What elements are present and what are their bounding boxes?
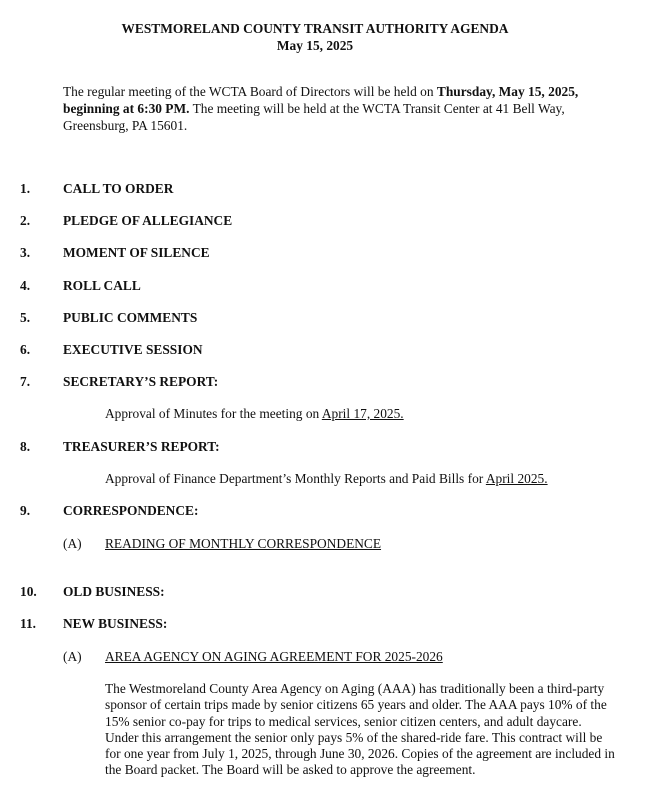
item-secretary-report: SECRETARY’S REPORT: (63, 374, 219, 389)
item-new-business: NEW BUSINESS: (63, 616, 168, 631)
intro-bold-datetime: Thursday, May 15, 2025, beginning at 6:30 PM. (63, 84, 579, 116)
item-number: 3. (20, 245, 31, 260)
intro-paragraph (63, 83, 623, 134)
document-date: May 15, 2025 (276, 38, 354, 53)
treasurer-detail (105, 471, 548, 487)
item-roll-call: ROLL CALL (63, 278, 141, 293)
secretary-detail (105, 406, 404, 422)
treasurer-date-link: April 2025. (485, 471, 548, 486)
item-number: 10. (20, 584, 37, 599)
item-pledge: PLEDGE OF ALLEGIANCE (63, 213, 233, 228)
item-moment-of-silence: MOMENT OF SILENCE (63, 245, 210, 260)
item-treasurer-report: TREASURER’S REPORT: (63, 439, 220, 454)
item-executive-session: EXECUTIVE SESSION (63, 342, 203, 357)
correspondence-letter: (A) (63, 536, 82, 551)
new-business-letter: (A) (63, 649, 82, 664)
item-number: 7. (20, 374, 31, 389)
secretary-date-link: April 17, 2025. (321, 406, 404, 421)
item-number: 5. (20, 310, 31, 325)
item-number: 1. (20, 181, 31, 196)
item-number: 9. (20, 503, 31, 518)
item-number: 8. (20, 439, 31, 454)
intro-text-after: The meeting will be held at the WCTA Transit Center at 41 Bell Way, Greensburg, PA 15601. (63, 101, 565, 133)
treasurer-text: Approval of Finance Department’s Monthly Reports and Paid Bills for (105, 471, 486, 486)
item-old-business: OLD BUSINESS: (63, 584, 165, 599)
document-title: WESTMORELAND COUNTY TRANSIT AUTHORITY AGENDA (121, 21, 509, 36)
new-business-subitem: AREA AGENCY ON AGING AGREEMENT FOR 2025-2026 (105, 649, 443, 664)
item-number: 11. (20, 616, 36, 631)
item-number: 6. (20, 342, 31, 357)
secretary-text: Approval of Minutes for the meeting on (105, 406, 322, 421)
correspondence-subitem: READING OF MONTHLY CORRESPONDENCE (105, 536, 382, 551)
item-number: 2. (20, 213, 31, 228)
item-public-comments: PUBLIC COMMENTS (63, 310, 198, 325)
item-number: 4. (20, 278, 31, 293)
new-business-description: The Westmoreland County Area Agency on Aging (AAA) has traditionally been a third-party sponsor of certain trips made by senior citizens 65 years and older. The AAA pays 10% of the 15% senior co-pay for trips to medical services, senior citizen centers, and adult daycare. Under this arrangement the senior only pays 5% of the shared-ride fare. This contract will be for one year from July 1, 2025, through June 30, 2026. Copies of the agreement are included in the Board packet. The Board will be asked to approve the agreement. (105, 681, 615, 778)
intro-text-before: The regular meeting of the WCTA Board of Directors will be held on (63, 84, 437, 99)
item-call-to-order: CALL TO ORDER (63, 181, 174, 196)
item-correspondence: CORRESPONDENCE: (63, 503, 199, 518)
